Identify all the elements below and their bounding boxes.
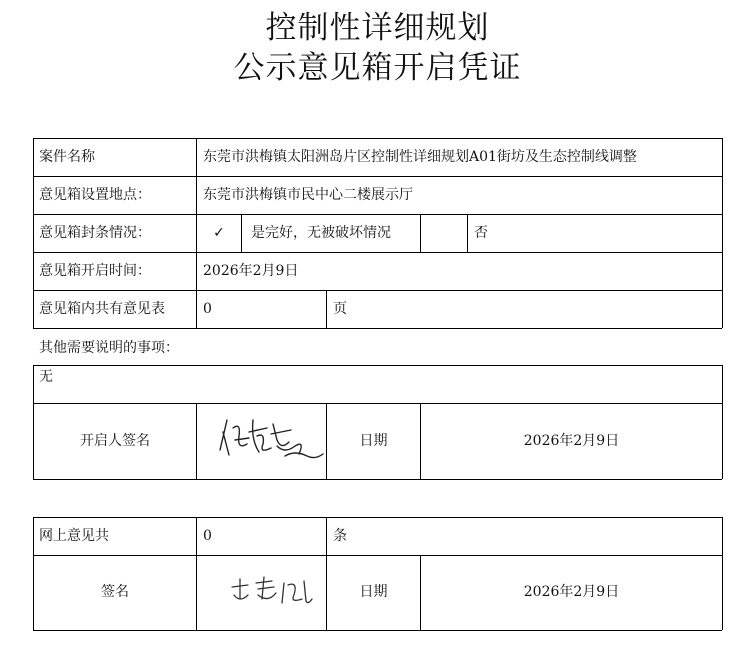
check-mark-icon: ✓ xyxy=(213,225,225,241)
opener-date-value: 2026年2月9日 xyxy=(523,433,620,449)
table-rule xyxy=(196,517,197,630)
open-time-label: 意见箱开启时间： xyxy=(39,263,151,279)
table-rule xyxy=(722,517,723,630)
open-time-value: 2026年2月9日 xyxy=(203,263,299,279)
table-rule xyxy=(33,517,722,518)
seal-intact-text: 是完好，无被破坏情况 xyxy=(251,225,391,241)
table-rule xyxy=(33,214,722,215)
document-title-line2: 公示意见箱开启凭证 xyxy=(233,50,522,86)
table-rule xyxy=(33,630,722,631)
online-sign-label: 签名 xyxy=(101,584,129,600)
online-date-label: 日期 xyxy=(359,584,388,600)
table-rule xyxy=(326,517,327,630)
table-rule xyxy=(33,479,722,480)
table-rule xyxy=(241,214,242,252)
online-comments-count: 0 xyxy=(203,528,212,544)
table-rule xyxy=(33,365,34,479)
seal-status-label: 意见箱封条情况： xyxy=(39,225,151,241)
opener-date-label: 日期 xyxy=(359,433,388,449)
notes-value: 无 xyxy=(39,369,53,385)
table-rule xyxy=(420,214,421,252)
table-rule xyxy=(722,365,723,479)
comment-count-unit: 页 xyxy=(333,301,347,317)
table-rule xyxy=(33,555,722,556)
table-rule xyxy=(33,138,722,139)
seal-no-text: 否 xyxy=(474,225,488,241)
table-rule xyxy=(326,290,327,328)
table-rule xyxy=(467,214,468,252)
table-rule xyxy=(33,138,34,328)
case-name-label: 案件名称 xyxy=(39,149,95,165)
opener-sign-label: 开启人签名 xyxy=(80,433,150,449)
table-rule xyxy=(33,403,722,404)
table-rule xyxy=(33,176,722,177)
table-rule xyxy=(33,290,722,291)
table-rule xyxy=(722,138,723,328)
opener-signature xyxy=(215,410,325,472)
online-comments-unit: 条 xyxy=(333,528,347,544)
case-name-value: 东莞市洪梅镇太阳洲岛片区控制性详细规划A01街坊及生态控制线调整 xyxy=(203,149,637,165)
notes-label: 其他需要说明的事项： xyxy=(39,340,179,356)
table-rule xyxy=(33,365,722,366)
location-value: 东莞市洪梅镇市民中心二楼展示厅 xyxy=(203,187,413,203)
location-label: 意见箱设置地点： xyxy=(39,187,151,203)
comment-count-label: 意见箱内共有意见表 xyxy=(39,301,165,317)
online-signature xyxy=(228,573,314,613)
table-rule xyxy=(196,403,197,479)
table-rule xyxy=(33,328,722,329)
table-rule xyxy=(33,517,34,630)
comment-count-value: 0 xyxy=(203,301,212,317)
table-rule xyxy=(33,252,722,253)
online-date-value: 2026年2月9日 xyxy=(523,584,620,600)
document-title-line1: 控制性详细规划 xyxy=(265,10,490,46)
online-comments-label: 网上意见共 xyxy=(39,528,109,544)
